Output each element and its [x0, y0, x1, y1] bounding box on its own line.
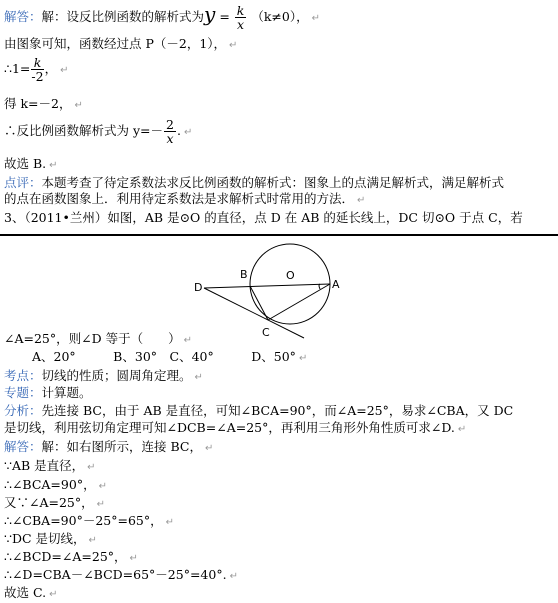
- section-label: 解答：: [4, 9, 42, 24]
- section-label: 考点：: [4, 368, 42, 383]
- text: （k≠0），: [251, 9, 309, 24]
- line-8: [4, 191, 365, 208]
- text: 是切线，利用弦切角定理可知∠DCB=∠A=25°，再利用三角形外角性质可求∠D.: [4, 420, 455, 435]
- line-16: [4, 439, 213, 456]
- geometry-figure: [190, 240, 350, 345]
- paragraph-mark: ↵: [311, 13, 321, 24]
- numerator: k: [31, 56, 43, 70]
- text: ∴∠BCA=90°，: [4, 477, 96, 492]
- paragraph-mark: ↵: [98, 481, 107, 492]
- paragraph-mark: ↵: [49, 589, 58, 600]
- label-o: O: [286, 269, 295, 282]
- line-18: [4, 477, 107, 494]
- paragraph-mark: ↵: [87, 462, 96, 473]
- segment-ca: [268, 284, 330, 320]
- text: 解：如右图所示，连接 BC，: [41, 439, 202, 454]
- text: ∴∠D=CBA－∠BCD=65°－25°=40°.: [4, 567, 227, 582]
- text: 解：设反比例函数的解析式为: [41, 9, 205, 24]
- line-5: [4, 118, 192, 145]
- numerator: 2: [166, 117, 174, 132]
- line-19: [4, 495, 105, 512]
- line-15: [4, 420, 466, 437]
- text: 切线的性质；圆周角定理。: [41, 368, 192, 383]
- line-13: [4, 385, 92, 400]
- text: ∵DC 是切线，: [4, 531, 86, 546]
- section-label: 解答：: [4, 439, 42, 454]
- paragraph-mark: ↵: [204, 443, 214, 454]
- paragraph-mark: ↵: [457, 424, 467, 435]
- answer-intro-line: [4, 4, 320, 31]
- label-d: D: [194, 281, 203, 294]
- text: ∴∠CBA=90°－25°=65°，: [4, 513, 163, 528]
- segment-da: [204, 284, 330, 288]
- denominator: x: [166, 131, 174, 146]
- line-6: [4, 156, 58, 173]
- line-4: [4, 96, 83, 113]
- fraction-k-over-neg2: [31, 56, 43, 83]
- denominator: x: [237, 17, 245, 32]
- label-c: C: [262, 326, 270, 339]
- paragraph-mark: ↵: [49, 160, 58, 171]
- page-break-rule: [0, 234, 558, 236]
- text: 故选 C.: [4, 585, 47, 600]
- text: 又∵∠A=25°，: [4, 495, 94, 510]
- text: A、20° B、30° C、40° D、50°: [32, 349, 296, 364]
- line-3: [4, 56, 68, 83]
- line-24: [4, 585, 57, 602]
- segment-cb: [250, 286, 268, 320]
- text: 3、（2011•兰州）如图，AB 是⊙O 的直径，点 D 在 AB 的延长线上，DC 切⊙O 于点 C，若: [4, 210, 523, 225]
- denominator: -2: [31, 69, 44, 84]
- text: ∠A=25°，则∠D 等于（ ）: [4, 331, 181, 346]
- text: ∴1=: [4, 61, 31, 76]
- line-10: [4, 331, 192, 348]
- section-label: 点评：: [4, 175, 42, 190]
- paragraph-mark: ↵: [183, 335, 192, 346]
- paragraph-mark: ↵: [96, 499, 106, 510]
- line-22: [4, 549, 138, 566]
- paragraph-mark: ↵: [129, 553, 138, 564]
- line-12: [4, 368, 203, 385]
- answer-choices: [32, 349, 307, 366]
- text: ∵AB 是直径，: [4, 458, 85, 473]
- text: ，: [44, 61, 58, 76]
- fraction-k-over-x: [235, 4, 247, 31]
- paragraph-mark: ↵: [357, 195, 366, 206]
- line-23: [4, 567, 238, 584]
- paragraph-mark: ↵: [229, 571, 238, 582]
- line-7: [4, 175, 504, 190]
- text: .: [176, 123, 181, 138]
- paragraph-mark: ↵: [229, 40, 238, 51]
- line-9: [4, 210, 523, 225]
- text: 由图象可知，函数经过点 P（－2，1），: [4, 36, 227, 51]
- equals: =: [219, 9, 230, 24]
- text: ∴∠BCD=∠A=25°，: [4, 549, 127, 564]
- paragraph-mark: ↵: [74, 100, 83, 111]
- text: ∴反比例函数解析式为 y=－: [4, 123, 164, 138]
- line-21: [4, 531, 97, 548]
- paragraph-mark: ↵: [194, 372, 203, 383]
- section-label: 分析：: [4, 403, 42, 418]
- label-b: B: [240, 268, 248, 281]
- var-y: y: [204, 2, 216, 26]
- paragraph-mark: ↵: [183, 127, 193, 138]
- text: 本题考查了待定系数法求反比例函数的解析式：图象上的点满足解析式，满足解析式: [41, 175, 505, 190]
- text: 先连接 BC，由于 AB 是直径，可知∠BCA=90°，而∠A=25°，易求∠CBA，又 DC: [41, 403, 514, 418]
- tangent-dc: [204, 288, 304, 338]
- numerator: k: [236, 3, 245, 18]
- section-label: 专题：: [4, 385, 42, 400]
- text: 的点在函数图象上．利用待定系数法是求解析式时常用的方法．: [4, 191, 355, 206]
- text: 计算题。: [41, 385, 92, 400]
- paragraph-mark: ↵: [298, 353, 308, 364]
- text: 故选 B.: [4, 156, 47, 171]
- line-14: [4, 403, 513, 418]
- paragraph-mark: ↵: [88, 535, 97, 546]
- text: 得 k=－2，: [4, 96, 72, 111]
- paragraph-mark: ↵: [165, 517, 175, 528]
- line-2: [4, 36, 237, 53]
- fraction-2-over-x: [164, 118, 176, 145]
- label-a: A: [332, 278, 340, 291]
- line-17: [4, 458, 96, 475]
- line-20: [4, 513, 174, 530]
- paragraph-mark: ↵: [60, 65, 69, 76]
